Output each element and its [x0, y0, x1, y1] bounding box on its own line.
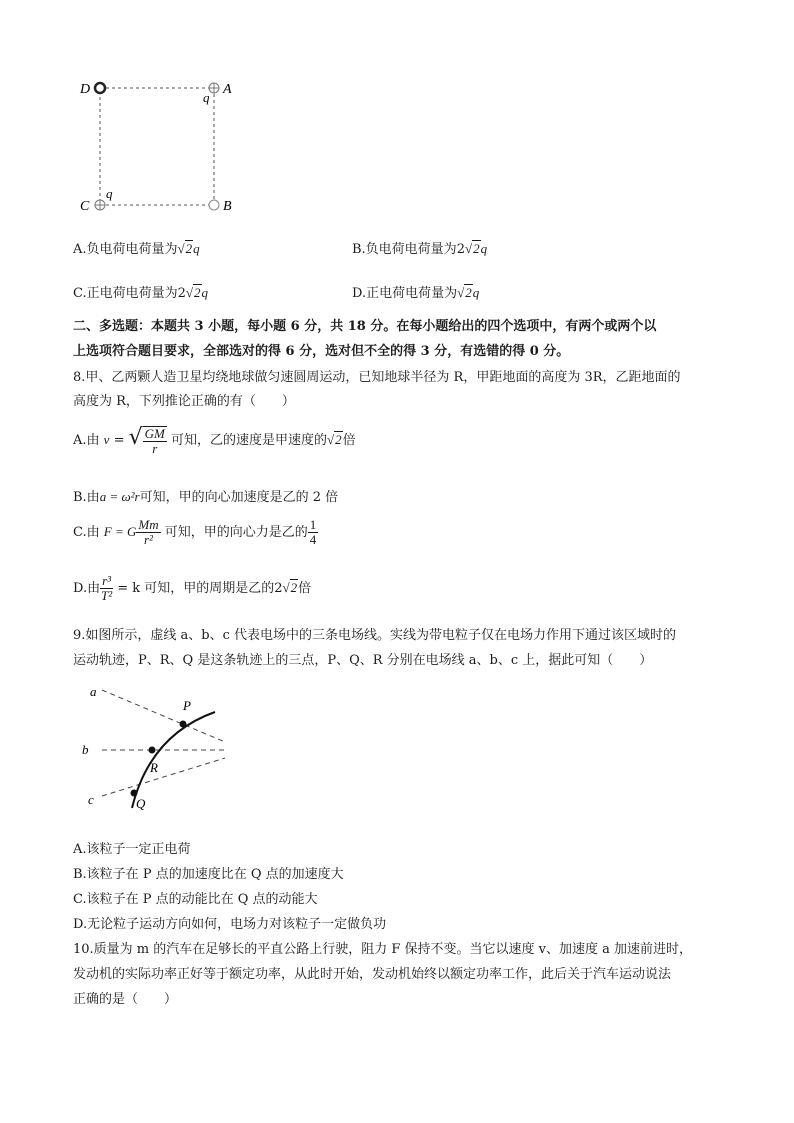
- q8-option-a: A.由 v = √ $\frac{GM}{r}$ 可知，乙的速度是甲速度的√2倍: [73, 425, 356, 456]
- q9-stem-line2: 运动轨迹，P、R、Q 是这条轨迹上的三点，P、Q、R 分别在电场线 a、b、c 上，据此可知（ ）: [73, 653, 653, 668]
- q7-option-b: B.负电荷电荷量为2√2q: [352, 241, 488, 257]
- q10-stem-line2: 发动机的实际功率正好等于额定功率，从此时开始，发动机始终以额定功率工作，此后关于汽车运动说法: [73, 967, 672, 982]
- q7-option-d: D.正电荷电荷量为√2q: [352, 285, 480, 301]
- q7-option-c: C.正电荷电荷量为2√2q: [73, 285, 209, 301]
- label-q-bottom: q: [106, 186, 113, 201]
- q7-option-a: A.负电荷电荷量为√2q: [73, 241, 200, 257]
- label-R: R: [150, 760, 158, 775]
- q9-option-a: A.该粒子一定正电荷: [73, 842, 191, 857]
- trajectory: [132, 712, 215, 808]
- label-A: A: [223, 82, 232, 97]
- section-2-instructions-line1: 二、多选题：本题共 3 小题，每小题 6 分，共 18 分。在每小题给出的四个选项中，有两个或两个以: [73, 319, 657, 334]
- label-b: b: [82, 742, 89, 757]
- field-line-figure: [80, 680, 240, 815]
- q9-option-d: D.无论粒子运动方向如何，电场力对该粒子一定做负功: [73, 917, 387, 932]
- label-Q: Q: [136, 796, 146, 811]
- q8-option-b: B.由a = ω²r可知，甲的向心加速度是乙的 2 倍: [73, 489, 339, 505]
- q10-stem-line1: 10.质量为 m 的汽车在足够长的平直公路上行驶，阻力 F 保持不变。当它以速度 v、加速度 a 加速前进时，: [73, 942, 693, 957]
- q9-option-b: B.该粒子在 P 点的加速度比在 Q 点的加速度大: [73, 867, 344, 882]
- label-C: C: [80, 199, 90, 214]
- label-c: c: [88, 792, 94, 807]
- point-R: [149, 747, 156, 754]
- charge-square-figure: [72, 72, 242, 217]
- charge-D: [95, 83, 105, 93]
- label-D: D: [80, 82, 91, 97]
- label-q-top: q: [203, 90, 210, 105]
- q8-stem-line1: 8.甲、乙两颗人造卫星均绕地球做匀速圆周运动，已知地球半径为 R，甲距地面的高度为 3R，乙距地面的: [73, 370, 681, 385]
- q10-stem-line3: 正确的是（ ）: [73, 992, 178, 1007]
- dashed-square: [100, 88, 214, 205]
- q8-option-d: D.由 $\frac{\text{r³}}{\text{T²}}$ = k 可知，甲的周期是乙的2√2倍: [73, 573, 312, 603]
- point-P: [180, 721, 187, 728]
- q8-option-c: C.由 F = G $\frac{Mm}{\text{r²}}$ 可知，甲的向心力是乙的 $\frac{1}{4}$: [73, 517, 317, 547]
- q9-option-c: C.该粒子在 P 点的动能比在 Q 点的动能大: [73, 892, 318, 907]
- section-2-instructions-line2: 上选项符合题目要求，全部选对的得 6 分，选对但不全的得 3 分，有选错的得 0 分。: [73, 344, 570, 359]
- label-P: P: [183, 698, 191, 713]
- q8-stem-line2: 高度为 R，下列推论正确的有（ ）: [73, 394, 295, 409]
- label-a: a: [90, 684, 97, 699]
- q9-stem-line1: 9.如图所示，虚线 a、b、c 代表电场中的三条电场线。实线为带电粒子仅在电场力作用下通过该区域时的: [73, 628, 677, 643]
- field-line-c: [102, 758, 225, 796]
- label-B: B: [223, 199, 232, 214]
- charge-B: [209, 200, 219, 210]
